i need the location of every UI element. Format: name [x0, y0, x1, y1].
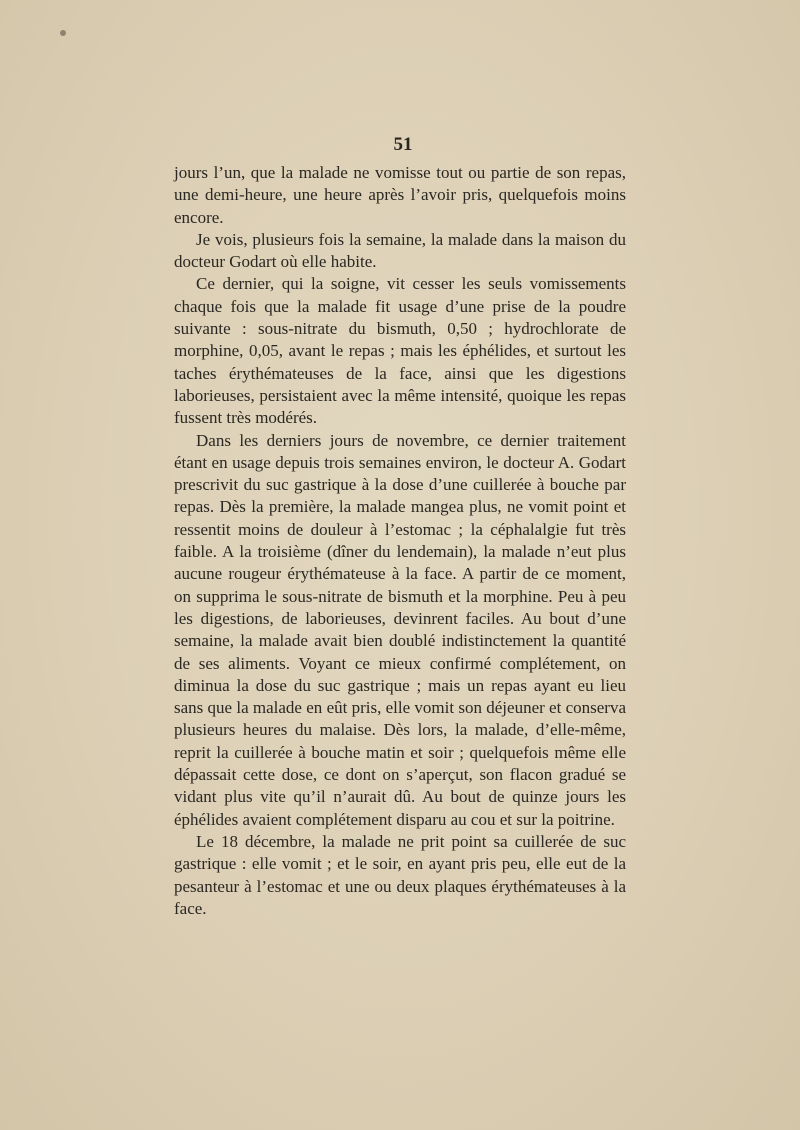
paragraph-3: Ce dernier, qui la soigne, vit cesser les seuls vomissements chaque fois que la malade fit usage d’une prise de la poudre suivante : sous-nitrate du bismuth, 0,50 ; hydrochlorate de morphine, 0,05, avant le repas ; mais les éphélides, et surtout les taches érythémateuses de la face, ainsi que les digestions laborieuses, persistaient avec la même intensité, quoique les repas fussent très modérés. [174, 274, 626, 428]
paragraph-1: jours l’un, que la malade ne vomisse tout ou partie de son repas, une demi-heure, une heure après l’avoir pris, quelquefois moins encore. [174, 163, 626, 227]
page-number: 51 [393, 134, 413, 155]
paragraph-5: Le 18 décembre, la malade ne prit point sa cuillerée de suc gastrique : elle vomit ; et le soir, en ayant pris peu, elle eut de la pesanteur à l’estomac et une ou deux plaques érythémateuses à la face. [174, 831, 626, 918]
body-text [174, 162, 626, 920]
paragraph-2: Je vois, plusieurs fois la semaine, la malade dans la maison du docteur Godart où elle habite. [174, 229, 626, 272]
paper-speck [60, 30, 66, 36]
paragraph-4: Dans les derniers jours de novembre, ce dernier traitement étant en usage depuis trois semaines environ, le docteur A. Godart prescrivit du suc gastrique à la dose d’une cuillerée à bouche par repas. Dès la première, la malade mangea plus, ne vomit point et ressentit moins de douleur à l’estomac ; la céphalalgie fut très faible. A la troisième (dîner du lendemain), la malade n’eut plus aucune rougeur érythémateuse à la face. A partir de ce moment, on supprima le sous-nitrate de bismuth et la morphine. Peu à peu les digestions, de laborieuses, devinrent faciles. Au bout d’une semaine, la malade avait bien doublé indistinctement la quantité de ses aliments. Voyant ce mieux confirmé complétement, on diminua la dose du suc gastrique ; mais un repas ayant eu lieu sans que la malade en eût pris, elle vomit son déjeuner et conserva plusieurs heures du malaise. Dès lors, la malade, d’elle-même, reprit la cuillerée à bouche matin et soir ; quelquefois même elle dépassait cette dose, ce dont on s’aperçut, son flacon gradué se vidant plus vite qu’il n’aurait dû. Au bout de quinze jours les éphélides avaient complétement disparu au cou et sur la poitrine. [174, 430, 626, 829]
